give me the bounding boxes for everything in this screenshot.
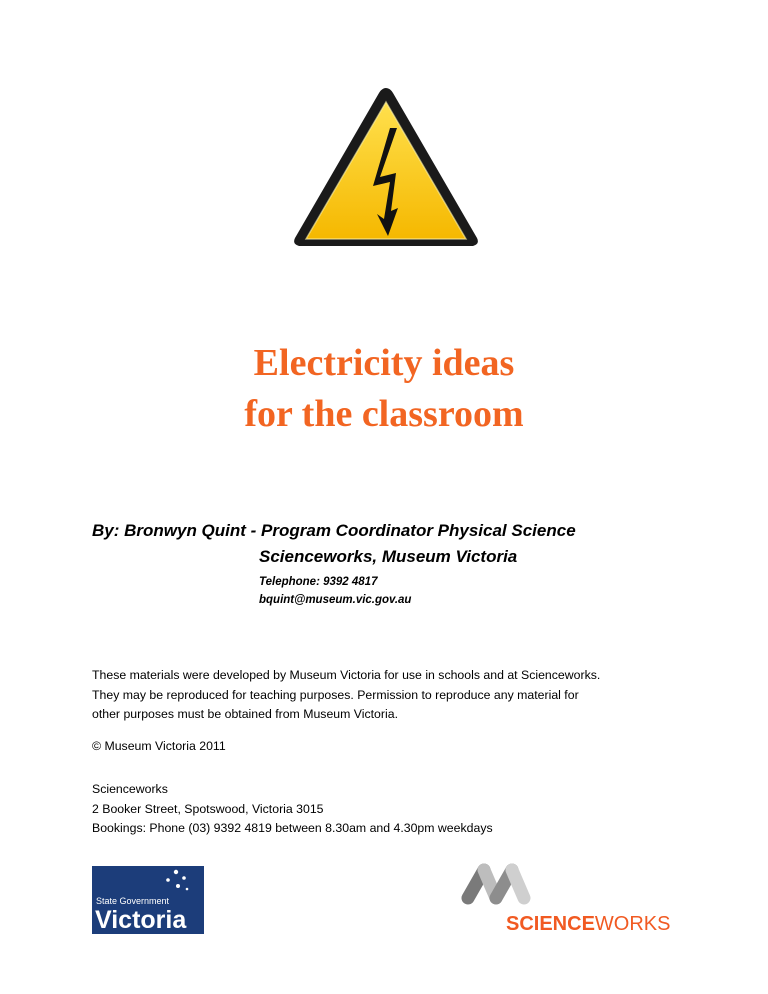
author-organization: Scienceworks, Museum Victoria [259, 547, 518, 566]
title-line-1: Electricity ideas [253, 342, 515, 384]
victoria-logo-title: Victoria [95, 906, 187, 934]
author-byline: By: Bronwyn Quint - Program Coordinator Physical Science [92, 521, 576, 540]
copyright-notice: © Museum Victoria 2011 [92, 739, 226, 753]
high-voltage-warning-icon [290, 84, 482, 252]
scienceworks-wordmark-works: WORKS [594, 913, 671, 935]
victoria-government-logo [92, 866, 204, 934]
usage-notice-line: These materials were developed by Museum Victoria for use in schools and at Scienceworks. [92, 668, 601, 682]
usage-notice-line: They may be reproduced for teaching purposes. Permission to reproduce any material for [92, 687, 579, 702]
usage-notice-line: other purposes must be obtained from Museum Victoria. [92, 707, 398, 721]
scienceworks-mark-icon [468, 870, 524, 898]
contact-email: bquint@museum.vic.gov.au [259, 594, 412, 606]
address-block [92, 780, 493, 839]
address-line: Bookings: Phone (03) 9392 4819 between 8.30am and 4.30pm weekdays [92, 821, 493, 835]
scienceworks-logo [448, 860, 678, 940]
contact-telephone: Telephone: 9392 4817 [259, 576, 378, 588]
usage-notice [92, 666, 600, 725]
address-line: Scienceworks [92, 782, 168, 796]
address-line: 2 Booker Street, Spotswood, Victoria 3015 [92, 801, 324, 816]
svg-text:SCIENCEWORKS [506, 913, 670, 935]
title-line-2: for the classroom [244, 393, 524, 435]
victoria-logo-subtitle: State Government [96, 896, 170, 906]
scienceworks-wordmark-science: SCIENCE [506, 913, 595, 935]
